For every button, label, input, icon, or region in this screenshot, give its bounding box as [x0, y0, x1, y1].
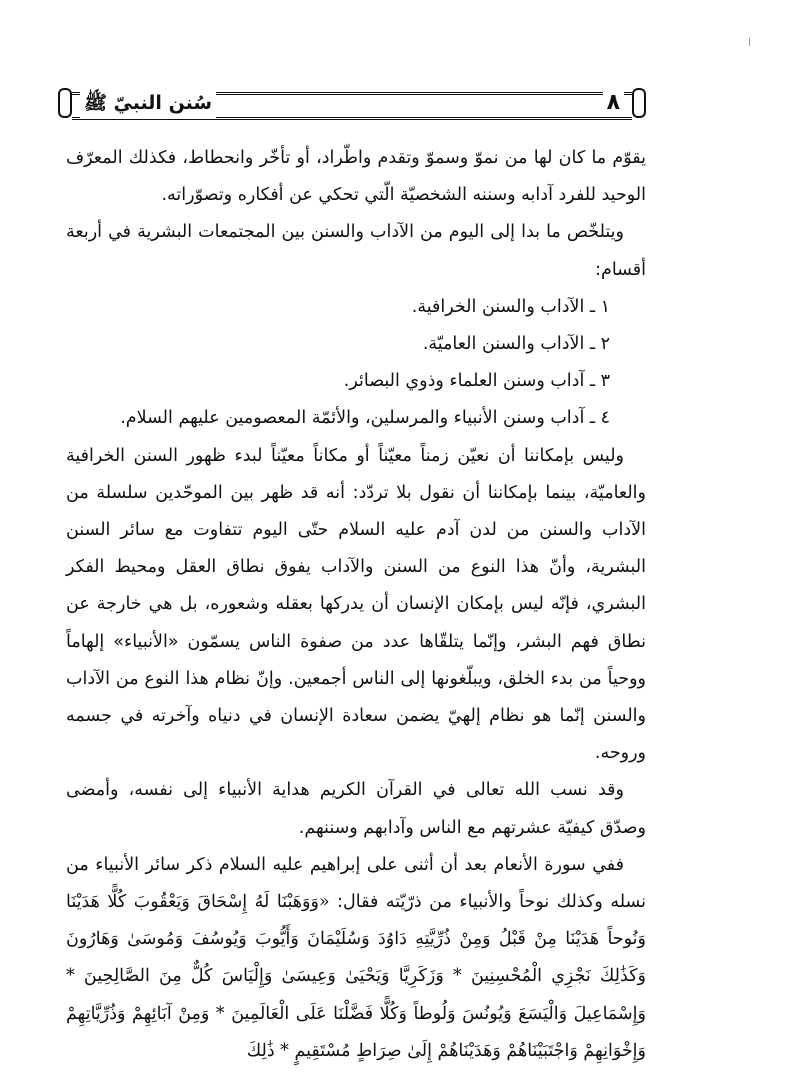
list-item-2: ٢ ـ الآداب والسنن العاميّة.: [422, 334, 610, 355]
list-item-1: ١ ـ الآداب والسنن الخرافية.: [411, 296, 610, 317]
paragraph-4: وقد نسب الله تعالى في القرآن الكريم هداية الأنبياء إلى نفسه، وأمضى وصدّق كيفيّة عشرتهم مع الناس وآدابهم وسننهم.: [66, 780, 646, 838]
paragraph-1: يقوّم ما كان لها من نموّ وسموّ وتقدم واطّراد، أو تأخّر وانحطاط، فكذلك المعرّف الوحيد للفرد آدابه وسننه الشخصيّة الّتي تحكي عن أفكاره وتصوّراته.: [66, 148, 646, 206]
list-item-4: ٤ ـ آداب وسنن الأنبياء والمرسلين، والأئمّة المعصومين عليهم السلام.: [120, 408, 610, 429]
header-ornament-left: [58, 88, 72, 118]
paragraph-5-lead: ففي سورة الأنعام بعد أن أثنى على إبراهيم عليه السلام ذكر سائر الأنبياء من نسله وكذلك نوحاً والأنبياء من ذرّيّته فقال:: [66, 854, 646, 913]
quran-quote: «وَوَهَبْنَا لَهُ إِسْحَاقَ وَيَعْقُوبَ كُلًّا هَدَيْنَا وَنُوحاً هَدَيْنَا مِنْ قَبْلُ وَمِنْ ذُرِّيَّتِهِ دَاوُدَ وَسُلَيْمَانَ وَأَيُّوبَ وَيُوسُفَ وَمُوسَىٰ وَهَارُونَ وَكَذَٰلِكَ نَجْزِي الْمُحْسِنِينَ * وَزَكَرِيَّا وَيَحْيَىٰ وَعِيسَىٰ وَإِلْيَاسَ كُلٌّ مِنَ الصَّالِحِينَ * وَإِسْمَاعِيلَ وَالْيَسَعَ وَيُونُسَ وَلُوطاً وَكُلًّا فَضَّلْنَا عَلَى الْعَالَمِينَ * وَمِنْ آبَائِهِمْ وَذُرِّيَّاتِهِمْ وَإِخْوَانِهِمْ وَاجْتَبَيْنَاهُمْ وَهَدَيْنَاهُمْ إِلَىٰ صِرَاطٍ مُسْتَقِيمٍ * ذَٰلِكَ: [66, 892, 646, 1061]
page-header: [58, 86, 646, 122]
paragraph-5: [66, 847, 646, 1070]
paragraph-3: وليس بإمكاننا أن نعيّن زمناً معيّناً أو مكاناً معيّناً لبدء ظهور السنن الخرافية والعاميّة، بينما بإمكاننا أن نقول بلا تردّد: أنه قد ظهر بين الموحّدين سلسلة من الآداب والسنن من لدن آدم عليه السلام حتّى اليوم تتفاوت مع سائر السنن البشرية، وأنّ هذا النوع من السنن والآداب يفوق نطاق العقل ومحيط الفكر البشري، فإنّه ليس بإمكان الإنسان أن يدركها بعقله وشعوره، بل هي خارجة عن نطاق فهم البشر، وإنّما يتلقّاها عدد من صفوة الناس يسمّون «الأنبياء» إلهاماً ووحياً من بدء الخلق، ويبلّغونها إلى الناس أجمعين. وإنّ نظام هذا النوع من الآداب والسنن إنّما هو نظام إلهيّ يضمن سعادة الإنسان في دنياه وآخرته في جسمه وروحه.: [66, 445, 646, 764]
body-text: [66, 140, 646, 1070]
paragraph-2: ويتلخّص ما بدا إلى اليوم من الآداب والسنن بين المجتمعات البشرية في أربعة أقسام:: [66, 222, 646, 280]
header-ornament-right: [632, 88, 646, 118]
edge-mark: [749, 38, 750, 46]
list-item-3: ٣ ـ آداب وسنن العلماء وذوي البصائر.: [343, 371, 610, 392]
running-title: سُنن النبيّ ﷺ: [80, 91, 216, 119]
page-number: ٨: [603, 90, 624, 115]
